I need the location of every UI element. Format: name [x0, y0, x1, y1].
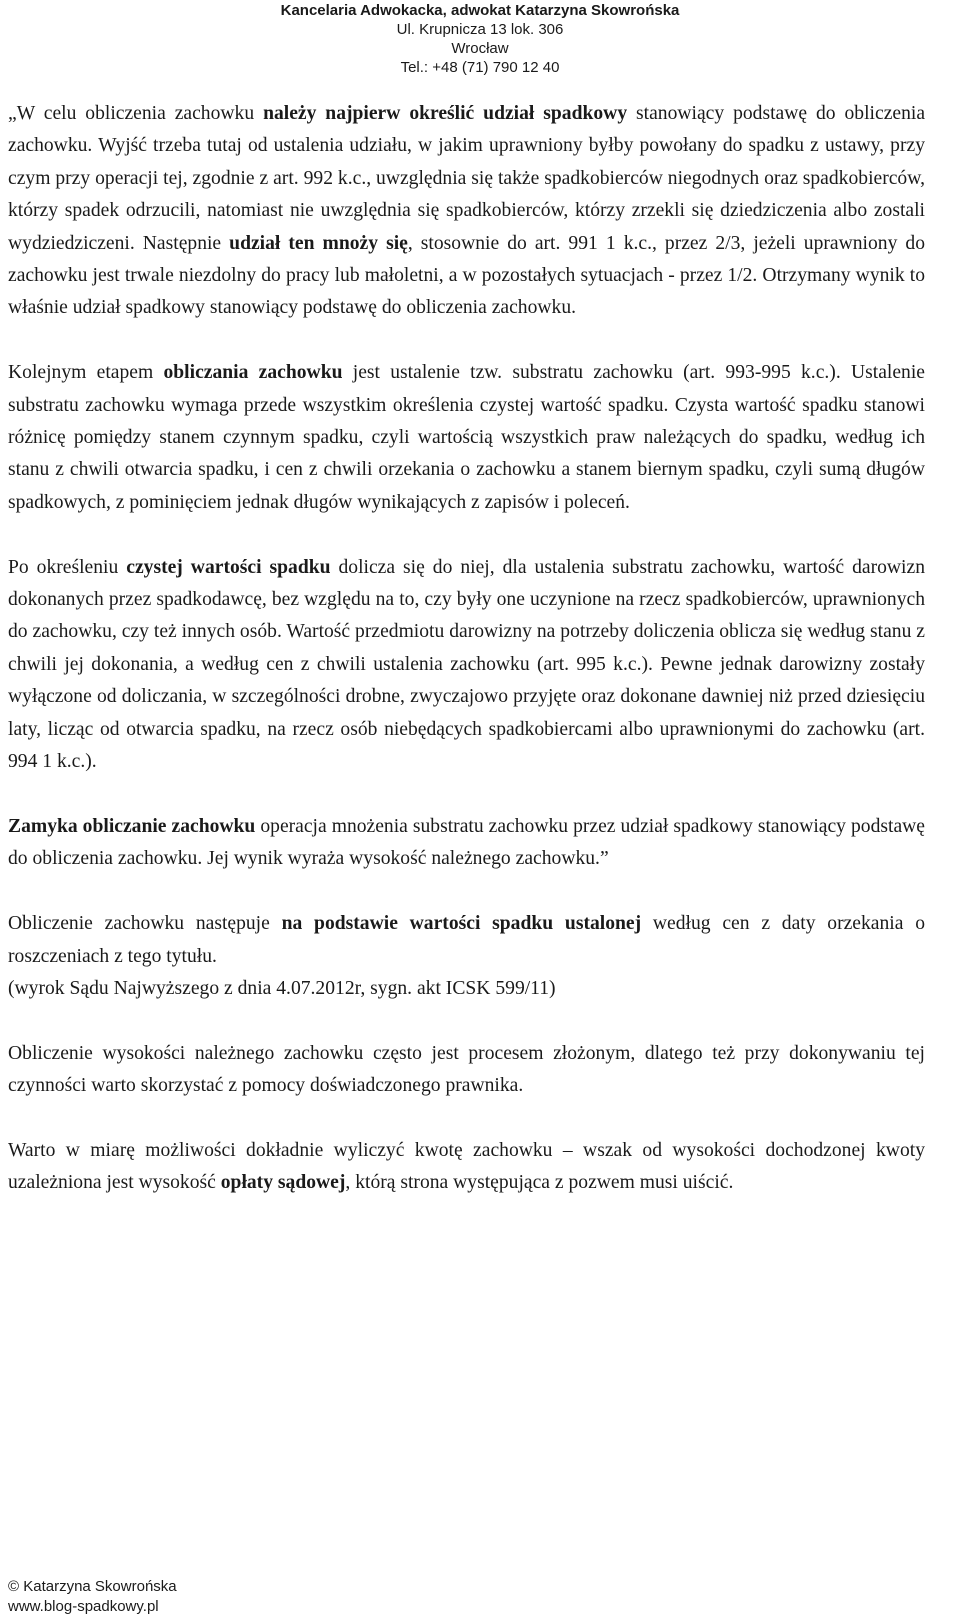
- paragraph-podstawa: [8, 908, 925, 973]
- letterhead: [0, 0, 960, 77]
- text-run: jest ustalenie tzw. substratu zachowku (art. 993-995 k.c.). Ustalenie substratu zachowku wymaga przede wszystkim określenia czystej wartość spadku. Czysta wartość spadku stanowi różnicę pomiędzy stanem czynnym spadku, czyli wartością wszystkich praw należących do spadku, według ich stanu z chwili otwarcia spadku, i cen z chwili orzekania o zachowku a stanem biernym spadku, czyli sumą długów spadkowych, z pominięciem jednak długów wynikających z zapisów i poleceń.: [8, 362, 925, 513]
- text-run: „W celu obliczenia zachowku: [8, 103, 264, 124]
- court-citation: (wyrok Sądu Najwyższego z dnia 4.07.2012r, sygn. akt ICSK 599/11): [8, 977, 556, 999]
- firm-phone: Tel.: +48 (71) 790 12 40: [400, 59, 560, 76]
- paragraph-darowizny: [8, 552, 925, 779]
- paragraph-prawnik: Obliczenie wysokości należnego zachowku często jest procesem złożonym, dlatego też przy dokonywaniu tej czynności warto skorzystać z pomocy doświadczonego prawnika.: [8, 1042, 925, 1097]
- bold-phrase: na podstawie wartości spadku ustalonej: [281, 913, 642, 935]
- text-run: Obliczenie zachowku następuje: [8, 913, 282, 935]
- paragraph-substrat: [8, 357, 925, 519]
- text-run: operacja mnożenia substratu zachowku przez udział spadkowy stanowiący podstawę do obliczenia zachowku. Jej wynik wyraża wysokość należnego zachowku.”: [8, 815, 925, 870]
- paragraph-udzial-spadkowy: [8, 98, 925, 325]
- bold-phrase: czystej wartości spadku: [126, 556, 331, 578]
- bold-phrase: obliczania zachowku: [163, 362, 343, 384]
- bold-phrase: udział ten mnoży się: [229, 232, 408, 254]
- firm-city: Wrocław: [451, 40, 509, 57]
- text-run: Po określeniu: [8, 556, 127, 578]
- firm-street: Ul. Krupnicza 13 lok. 306: [396, 21, 564, 38]
- footer-website: www.blog-spadkowy.pl: [8, 1598, 159, 1615]
- document-body: [8, 98, 925, 1232]
- page-footer: [8, 1577, 177, 1617]
- text-run: Warto w miarę możliwości dokładnie wyliczyć kwotę zachowku – wszak od wysokości dochodzonej kwoty uzależniona jest wysokość: [8, 1139, 925, 1194]
- paragraph-zamyka: [8, 811, 925, 876]
- footer-copyright: © Katarzyna Skowrońska: [8, 1578, 177, 1595]
- text-run: , stosownie do art. 991 1 k.c., przez 2/3, jeżeli uprawniony do zachowku jest trwale niezdolny do pracy lub małoletni, a w pozostałych sytuacjach - przez 1/2. Otrzymany wynik to właśnie udział spadkowy stanowiący podstawę do obliczenia zachowku.: [8, 232, 926, 319]
- text-run: Kolejnym etapem: [8, 362, 164, 384]
- text-run: dolicza się do niej, dla ustalenia substratu zachowku, wartość darowizn dokonanych przez spadkodawcę, bez względu na to, czy były one uczynione na rzecz spadkobierców, uprawnionych do zachowku, czy też innych osób. Wartość przedmiotu darowizny na potrzeby doliczenia oblicza się według stanu z chwili jej dokonania, a według cen z chwili ustalenia zachowku (art. 995 k.c.). Pewne jednak darowizny zostały wyłączone od doliczania, w szczególności drobne, zwyczajowo przyjęte oraz dokonane dawniej niż przed dziesięciu laty, licząc od otwarcia spadku, na rzecz osób niebędących spadkobiercami albo uprawnionymi do zachowku (art. 994 1 k.c.).: [8, 556, 925, 773]
- bold-phrase: opłaty sądowej: [220, 1172, 346, 1194]
- text-run: , którą strona występująca z pozwem musi uiścić.: [345, 1172, 734, 1194]
- text-run: według cen z daty orzekania o roszczeniach z tego tytułu.: [8, 913, 925, 967]
- bold-phrase: Zamyka obliczanie zachowku: [8, 815, 256, 837]
- bold-phrase: należy najpierw określić udział spadkowy: [263, 103, 628, 124]
- firm-name: Kancelaria Adwokacka, adwokat Katarzyna Skowrońska: [280, 2, 680, 19]
- text-run: stanowiący podstawę do obliczenia zachowku. Wyjść trzeba tutaj od ustalenia udziału, w jakim uprawniony byłby powołany do spadku z ustawy, przy czym przy operacji tej, zgodnie z art. 992 k.c., uwzględnia się także spadkobierców niegodnych oraz spadkobierców, którzy spadek odrzucili, natomiast nie uwzględnia się spadkobierców, którzy zrzekli się dziedziczenia albo zostali wydziedziczeni. Następnie: [8, 103, 926, 254]
- paragraph-oplata: [8, 1135, 925, 1200]
